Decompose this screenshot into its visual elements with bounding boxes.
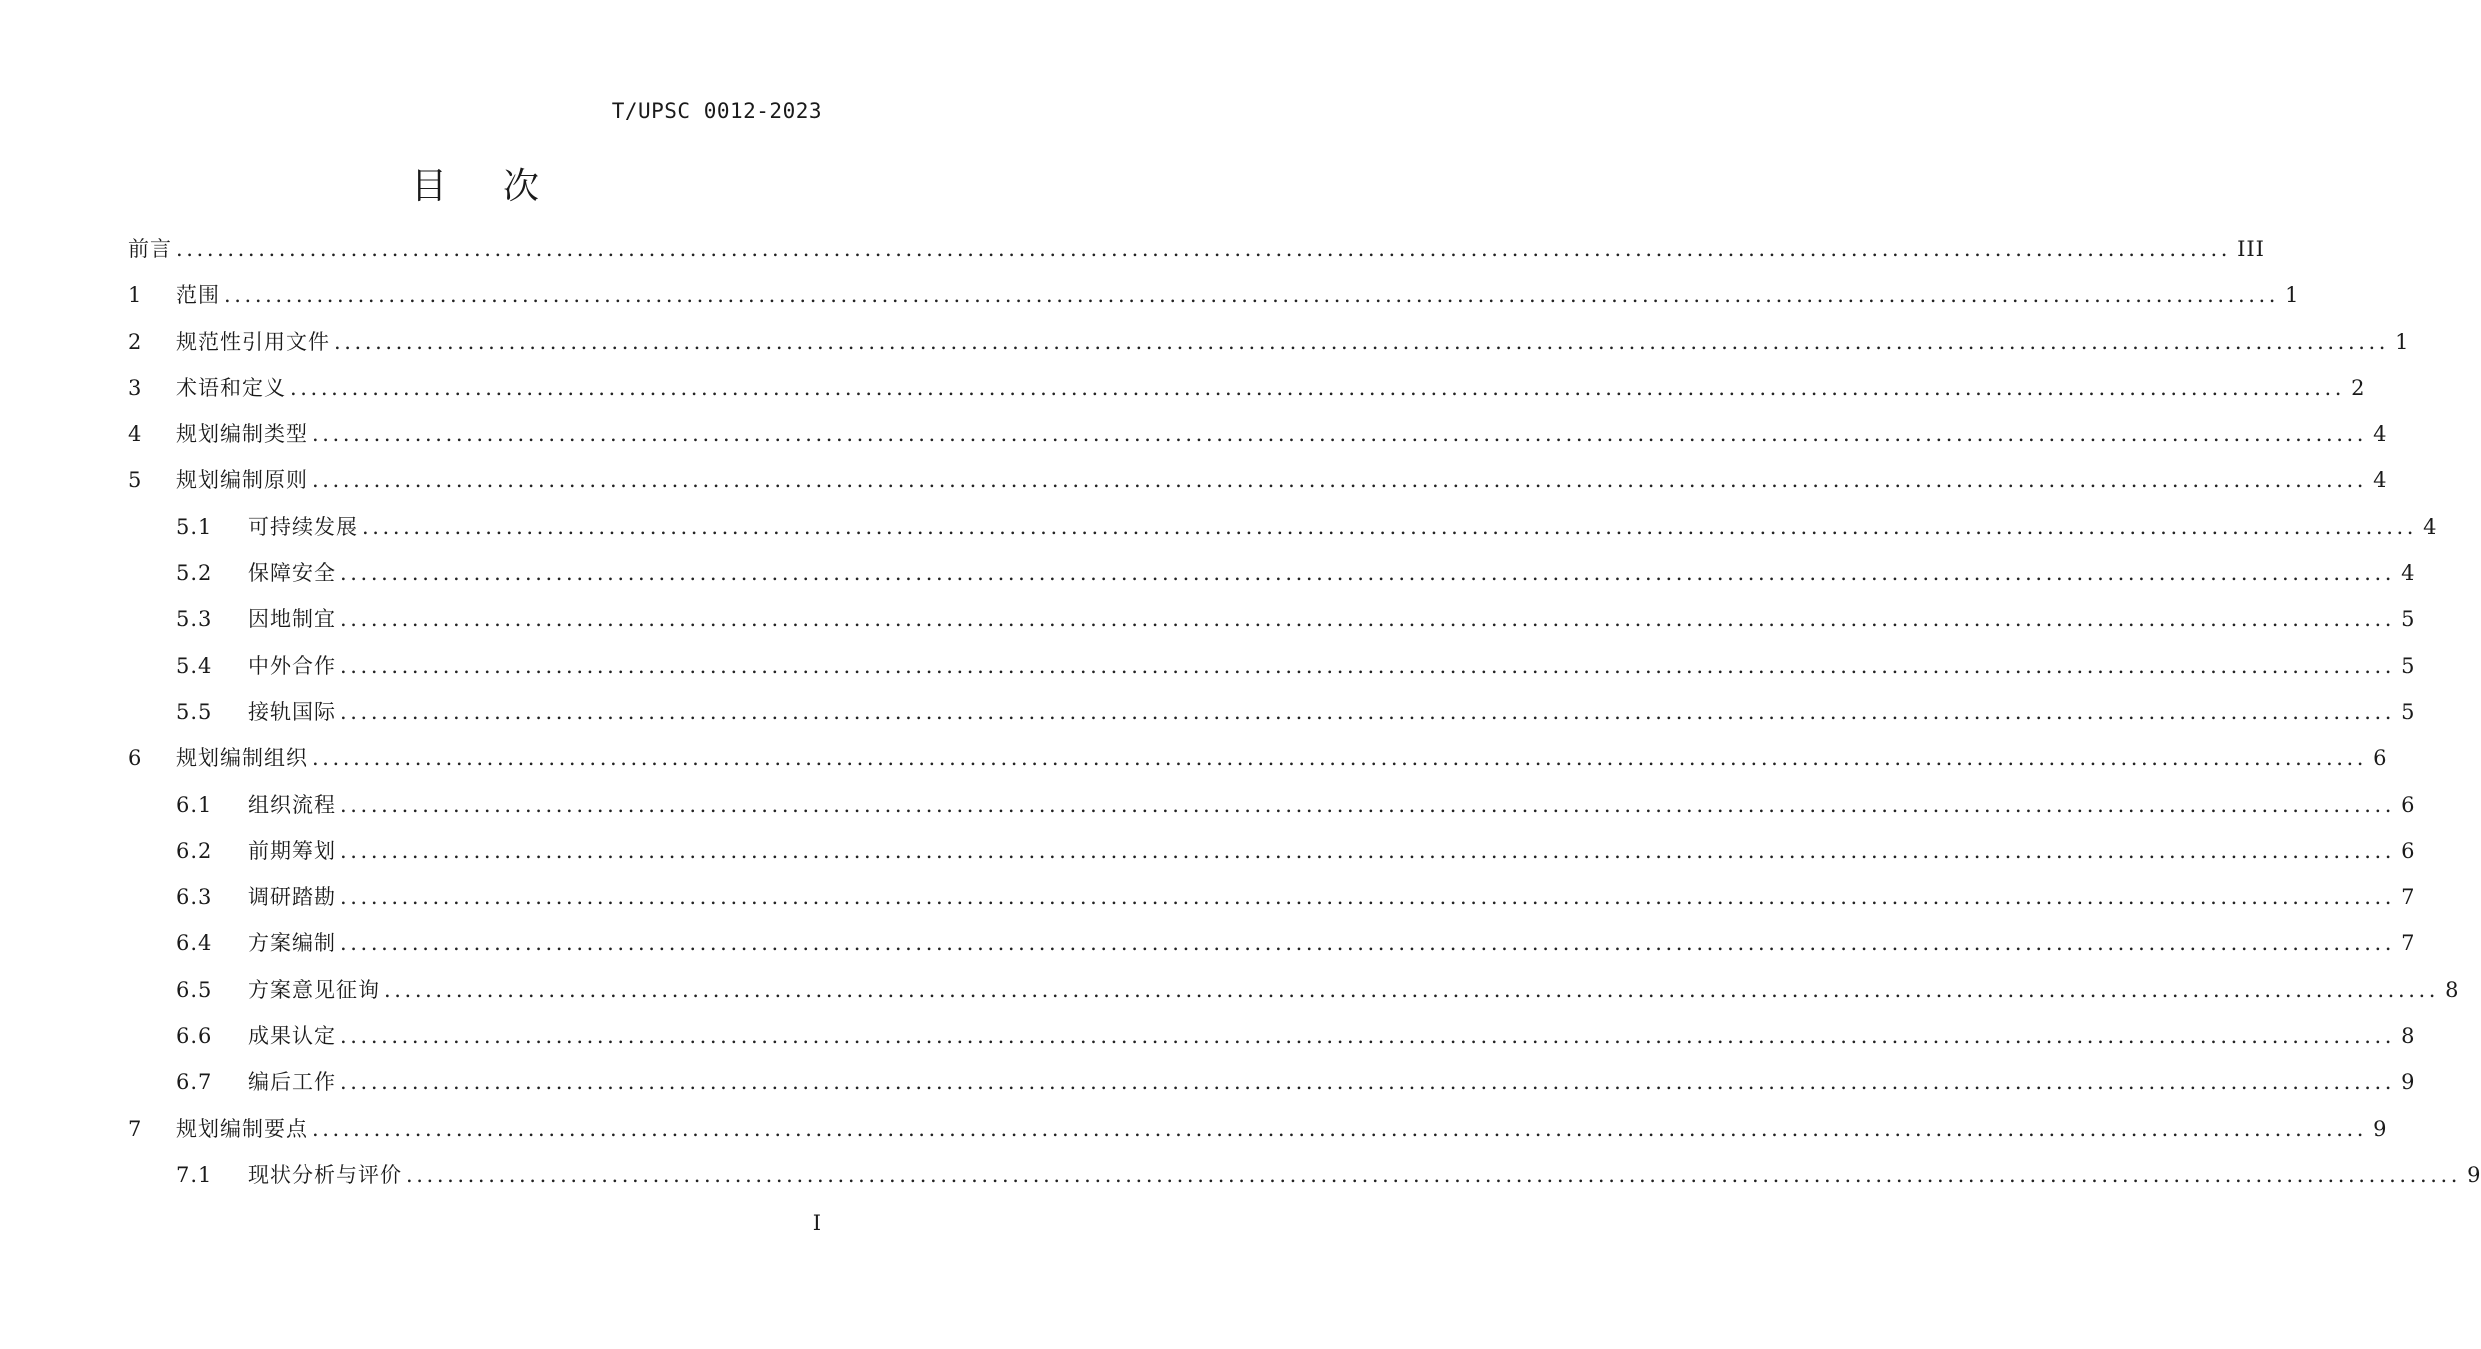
- toc-entry-page: 4: [2373, 422, 2388, 447]
- toc-entry-page: 9: [2467, 1162, 2481, 1187]
- toc-entry-title: 中外合作: [248, 653, 336, 678]
- toc-entry-title: 现状分析与评价: [248, 1162, 402, 1187]
- toc-entry-title: 前言: [128, 237, 172, 261]
- toc-dot-leader: ........................................................................................................................................................................................................: [340, 1024, 2396, 1049]
- page-title-char-2: 次: [503, 166, 540, 207]
- toc-entry[interactable]: [128, 967, 2460, 1013]
- toc-entry[interactable]: [128, 689, 2416, 735]
- page-number: I: [812, 1211, 821, 1235]
- toc-entry-number: 6.7: [176, 1070, 213, 1095]
- toc-entry[interactable]: [128, 365, 2366, 411]
- toc-entry-title: 规范性引用文件: [176, 329, 330, 354]
- toc-entry[interactable]: [128, 319, 2410, 365]
- table-of-contents: [128, 226, 2481, 1198]
- toc-dot-leader: ........................................................................................................................................................................................................: [312, 1116, 2368, 1141]
- toc-entry-page: 1: [2395, 329, 2410, 354]
- toc-entry-number: 6.6: [176, 1024, 213, 1049]
- toc-entry-page: 4: [2373, 468, 2388, 493]
- toc-entry-title: 可持续发展: [248, 514, 358, 539]
- toc-dot-leader: ........................................................................................................................................................................................................: [340, 931, 2396, 956]
- toc-entry-page: 2: [2351, 375, 2366, 400]
- toc-entry-page: 4: [2423, 514, 2438, 539]
- toc-dot-leader: ........................................................................................................................................................................................................: [340, 792, 2396, 817]
- toc-entry-number: 6.3: [176, 885, 213, 910]
- toc-entry-title: 编后工作: [248, 1070, 336, 1095]
- toc-entry[interactable]: [128, 782, 2416, 828]
- toc-entry-number: 5: [128, 468, 143, 493]
- document-code: T/UPSC 0012-2023: [611, 99, 822, 123]
- toc-entry[interactable]: [128, 457, 2388, 503]
- toc-entry-page: 5: [2401, 653, 2416, 678]
- toc-entry-number: 6: [128, 746, 143, 771]
- toc-entry-number: 5.5: [176, 699, 213, 724]
- toc-entry-title: 方案意见征询: [248, 977, 380, 1002]
- toc-entry[interactable]: [128, 828, 2416, 874]
- toc-dot-leader: ........................................................................................................................................................................................................: [340, 653, 2396, 678]
- page-title-char-1: 目: [410, 166, 447, 207]
- toc-dot-leader: ........................................................................................................................................................................................................: [340, 699, 2396, 724]
- toc-entry-page: 7: [2401, 931, 2416, 956]
- toc-entry-title: 术语和定义: [176, 375, 286, 400]
- toc-entry-page: 9: [2373, 1116, 2388, 1141]
- toc-dot-leader: ........................................................................................................................................................................................................: [340, 561, 2396, 586]
- toc-entry-title: 规划编制原则: [176, 468, 308, 493]
- toc-dot-leader: ........................................................................................................................................................................................................: [312, 746, 2368, 771]
- toc-entry-title: 因地制宜: [248, 607, 336, 632]
- toc-entry-number: 4: [128, 422, 143, 447]
- toc-entry[interactable]: [128, 1152, 2481, 1198]
- toc-entry-number: 1: [128, 283, 143, 308]
- toc-entry-page: 1: [2285, 283, 2300, 308]
- toc-entry-number: 7: [128, 1116, 143, 1141]
- toc-dot-leader: ........................................................................................................................................................................................................: [340, 838, 2396, 863]
- toc-entry[interactable]: [128, 504, 2438, 550]
- toc-entry-title: 规划编制类型: [176, 422, 308, 447]
- toc-entry-title: 规划编制组织: [176, 746, 308, 771]
- toc-entry-number: 5.4: [176, 653, 213, 678]
- toc-entry-title: 接轨国际: [248, 699, 336, 724]
- toc-entry-number: 5.2: [176, 561, 213, 586]
- toc-dot-leader: ........................................................................................................................................................................................................: [312, 422, 2368, 447]
- toc-dot-leader: ........................................................................................................................................................................................................: [176, 237, 2232, 261]
- toc-entry-page: III: [2237, 237, 2265, 261]
- toc-entry-title: 范围: [176, 283, 220, 308]
- toc-entry-number: 5.1: [176, 514, 213, 539]
- toc-dot-leader: ........................................................................................................................................................................................................: [224, 283, 2280, 308]
- toc-entry-number: 7.1: [176, 1162, 213, 1187]
- toc-dot-leader: ........................................................................................................................................................................................................: [312, 468, 2368, 493]
- toc-dot-leader: ........................................................................................................................................................................................................: [334, 329, 2390, 354]
- toc-entry-number: 6.1: [176, 792, 213, 817]
- toc-entry-page: 4: [2401, 561, 2416, 586]
- toc-entry[interactable]: [128, 550, 2416, 596]
- toc-entry[interactable]: [128, 874, 2416, 920]
- toc-entry[interactable]: [128, 1106, 2388, 1152]
- toc-entry-title: 方案编制: [248, 931, 336, 956]
- toc-entry[interactable]: [128, 643, 2416, 689]
- toc-entry-number: 2: [128, 329, 143, 354]
- toc-entry-page: 5: [2401, 699, 2416, 724]
- toc-entry-title: 前期筹划: [248, 838, 336, 863]
- toc-entry[interactable]: [128, 226, 2265, 272]
- toc-entry-title: 规划编制要点: [176, 1116, 308, 1141]
- page-title: [0, 163, 950, 211]
- toc-entry-title: 保障安全: [248, 561, 336, 586]
- toc-entry-page: 6: [2401, 792, 2416, 817]
- toc-dot-leader: ........................................................................................................................................................................................................: [290, 375, 2346, 400]
- toc-entry-number: 3: [128, 375, 143, 400]
- toc-dot-leader: ........................................................................................................................................................................................................: [406, 1162, 2462, 1187]
- toc-dot-leader: ........................................................................................................................................................................................................: [340, 885, 2396, 910]
- toc-entry-title: 组织流程: [248, 792, 336, 817]
- toc-entry-page: 8: [2445, 977, 2460, 1002]
- toc-dot-leader: ........................................................................................................................................................................................................: [384, 977, 2440, 1002]
- toc-entry-page: 7: [2401, 885, 2416, 910]
- toc-entry-number: 6.4: [176, 931, 213, 956]
- toc-dot-leader: ........................................................................................................................................................................................................: [340, 1070, 2396, 1095]
- toc-dot-leader: ........................................................................................................................................................................................................: [340, 607, 2396, 632]
- toc-entry-title: 调研踏勘: [248, 885, 336, 910]
- toc-entry[interactable]: [128, 735, 2388, 781]
- toc-entry-page: 5: [2401, 607, 2416, 632]
- toc-entry-number: 5.3: [176, 607, 213, 632]
- toc-entry-title: 成果认定: [248, 1024, 336, 1049]
- toc-dot-leader: ........................................................................................................................................................................................................: [362, 514, 2418, 539]
- toc-entry[interactable]: [128, 411, 2388, 457]
- toc-entry[interactable]: [128, 596, 2416, 642]
- toc-entry[interactable]: [128, 1059, 2416, 1105]
- toc-entry[interactable]: [128, 1013, 2416, 1059]
- toc-entry[interactable]: [128, 272, 2300, 318]
- toc-entry-page: 6: [2373, 746, 2388, 771]
- toc-entry[interactable]: [128, 920, 2416, 966]
- toc-entry-page: 9: [2401, 1070, 2416, 1095]
- toc-entry-number: 6.2: [176, 838, 213, 863]
- toc-entry-number: 6.5: [176, 977, 213, 1002]
- toc-entry-page: 6: [2401, 838, 2416, 863]
- toc-entry-page: 8: [2401, 1024, 2416, 1049]
